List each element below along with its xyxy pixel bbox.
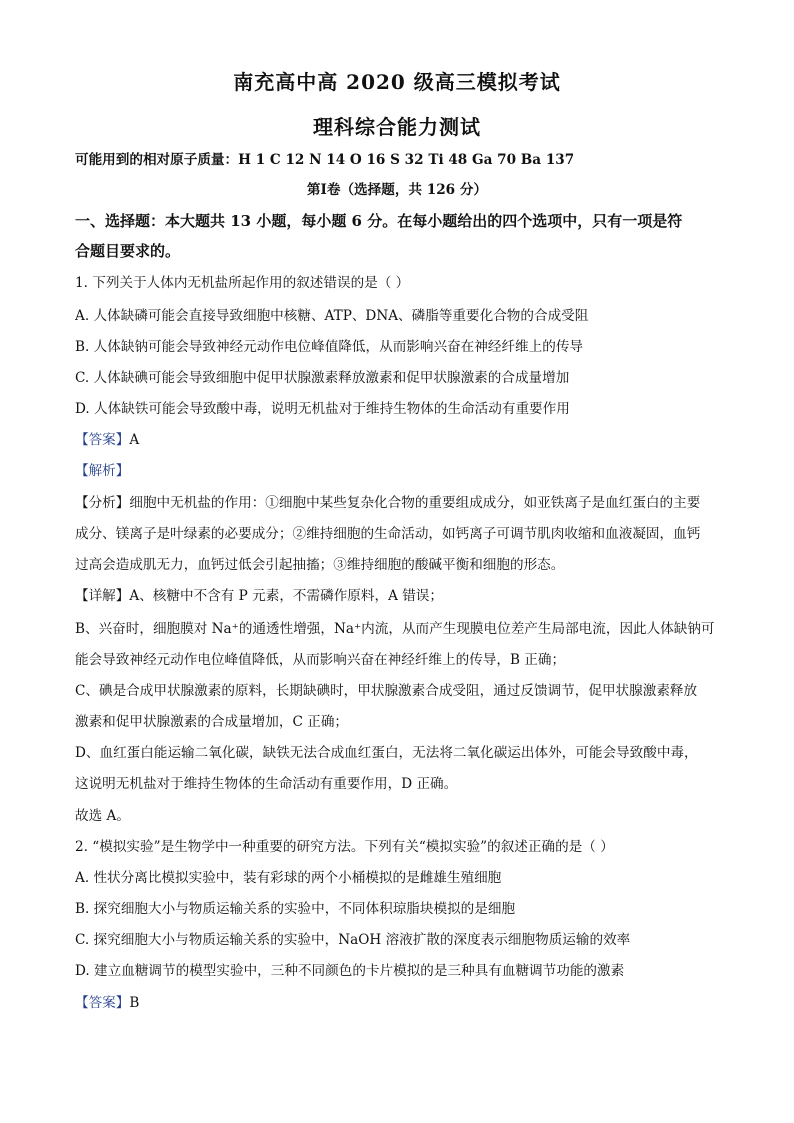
analysis-line-3: 过高会造成肌无力，血钙过低会引起抽搐；③维持细胞的酸碱平衡和细胞的形态。	[75, 557, 565, 573]
question-2-stem: 2. “模拟实验”是生物学中一种重要的研究方法。下列有关“模拟实验”的叙述正确的是（ ）	[75, 839, 614, 855]
answer-value: B	[129, 995, 140, 1011]
analysis-line-1: 【分析】细胞中无机盐的作用：①细胞中某些复杂化合物的重要组成成分，如亚铁离子是血红蛋白的主要	[75, 495, 701, 511]
question-2-option-a: A. 性状分离比模拟实验中，装有彩球的两个小桶模拟的是雌雄生殖细胞	[75, 870, 502, 886]
exam-subtitle: 理科综合能力测试	[313, 115, 481, 139]
question-2-option-d: D. 建立血糖调节的模型实验中，三种不同颜色的卡片模拟的是三种具有血糖调节功能的激素	[75, 963, 625, 979]
detail-line-2: B、兴奋时，细胞膜对 Na⁺的通透性增强，Na⁺内流，从而产生现膜电位差产生局部电流，因此人体缺钠可	[75, 621, 715, 637]
question-1-option-c: C. 人体缺碘可能会导致细胞中促甲状腺激素释放激素和促甲状腺激素的合成量增加	[75, 370, 570, 386]
question-2-answer	[75, 993, 725, 1013]
question-2-option-b: B. 探究细胞大小与物质运输关系的实验中，不同体积琼脂块模拟的是细胞	[75, 901, 516, 917]
instructions-line-2: 合题目要求的。	[75, 242, 181, 260]
detail-line-8: 故选 A。	[75, 808, 130, 824]
question-1-analysis-heading	[75, 461, 725, 481]
detail-line-7: 这说明无机盐对于维持生物体的生命活动有重要作用，D 正确。	[75, 776, 458, 792]
detail-line-6: D、血红蛋白能运输二氧化碳，缺铁无法合成血红蛋白，无法将二氧化碳运出体外，可能会导致酸中毒，	[75, 745, 698, 761]
question-2-option-c: C. 探究细胞大小与物质运输关系的实验中，NaOH 溶液扩散的深度表示细胞物质运输的效率	[75, 932, 631, 948]
instructions-line-1: 一、选择题：本大题共 13 小题，每小题 6 分。在每小题给出的四个选项中，只有一项是符	[75, 212, 683, 230]
section-title: 第Ⅰ卷（选择题，共 126 分）	[306, 182, 488, 198]
detail-line-1: 【详解】A、核糖中不含有 P 元素，不需磷作原料，A 错误；	[75, 588, 443, 604]
answer-label: 【答案】	[75, 432, 130, 448]
detail-line-3: 能会导致神经元动作电位峰值降低，从而影响兴奋在神经纤维上的传导，B 正确；	[75, 652, 566, 668]
question-1-stem: 1. 下列关于人体内无机盐所起作用的叙述错误的是（ ）	[75, 275, 410, 291]
detail-line-4: C、碘是合成甲状腺激素的原料，长期缺碘时，甲状腺激素合成受阻，通过反馈调节，促甲状腺激素释放	[75, 683, 698, 699]
analysis-label: 【解析】	[75, 463, 130, 479]
answer-value: A	[129, 432, 140, 448]
question-1-option-a: A. 人体缺磷可能会直接导致细胞中核糖、ATP、DNA、磷脂等重要化合物的合成受阻	[75, 308, 589, 324]
question-1-option-d: D. 人体缺铁可能会导致酸中毒，说明无机盐对于维持生物体的生命活动有重要作用	[75, 401, 570, 417]
question-1-option-b: B. 人体缺钠可能会导致神经元动作电位峰值降低，从而影响兴奋在神经纤维上的传导	[75, 339, 584, 355]
exam-title: 南充高中高 2020 级高三模拟考试	[233, 70, 561, 94]
question-1-answer	[75, 430, 725, 450]
answer-label: 【答案】	[75, 995, 130, 1011]
atomic-masses: 可能用到的相对原子质量：H 1 C 12 N 14 O 16 S 32 Ti 48 Ga 70 Ba 137	[75, 152, 575, 168]
detail-line-5: 激素和促甲状腺激素的合成量增加，C 正确；	[75, 714, 349, 730]
analysis-line-2: 成分、镁离子是叶绿素的必要成分；②维持细胞的生命活动，如钙离子可调节肌肉收缩和血液凝固，血钙	[75, 526, 701, 542]
